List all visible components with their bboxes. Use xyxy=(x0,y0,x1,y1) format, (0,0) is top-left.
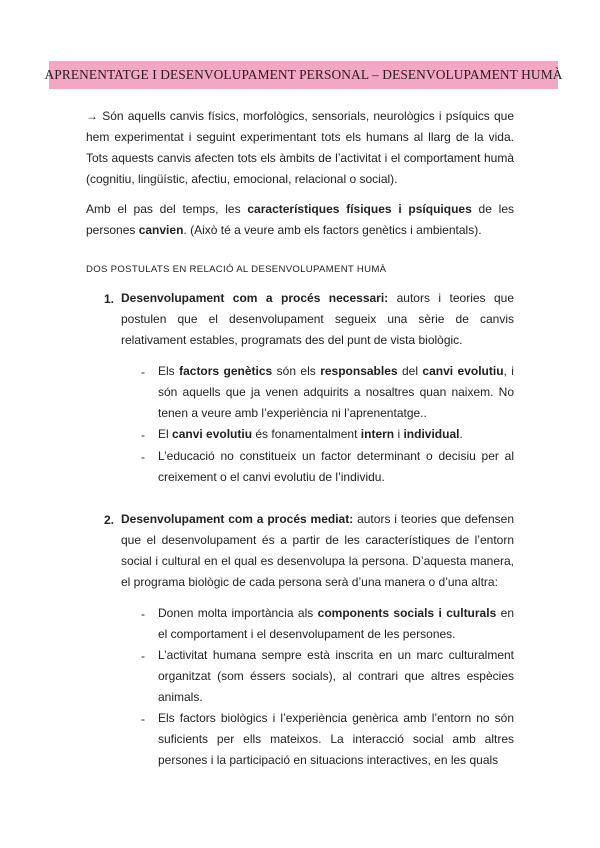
list-item: Donen molta importància als components socials i culturals en el comportament i el desenvolupament de les persones. xyxy=(158,606,514,641)
bullet-dash: - xyxy=(141,428,145,442)
postulat-2: Desenvolupament com a procés mediat: autors i teories que defensen que el desenvolupament és a partir de les característiques de l’entorn social i cultural en el qual es desenvolupa la persona. D’aquesta manera, el programa biològic de cada persona serà d’una manera o d’una altra: xyxy=(121,512,514,589)
bullet-dash: - xyxy=(141,365,145,379)
arrow-icon: → xyxy=(86,109,98,123)
list-item: Els factors biològics i l’experiència genèrica amb l’entorn no són suficients per ells mateixos. La interacció social amb altres persones i la participació en situacions interactives, en les quals xyxy=(158,711,514,767)
list-item: Els factors genètics són els responsables del canvi evolutiu, i són aquells que ja venen adquirits a nosaltres quan naixem. No tenen a veure amb l’experiència ni l’aprenentatge.. xyxy=(158,364,514,420)
bullet-dash: - xyxy=(141,450,145,464)
section-heading: DOS POSTULATS EN RELACIÓ AL DESENVOLUPAMENT HUMÀ xyxy=(86,264,387,275)
postulat-1: Desenvolupament com a procés necessari: autors i teories que postulen que el desenvolupament segueix una sèrie de canvis relativament estables, programats des del punt de vista biològic. xyxy=(121,291,514,347)
document-title: APRENENTATGE I DESENVOLUPAMENT PERSONAL – DESENVOLUPAMENT HUMÀ xyxy=(49,61,558,89)
list-number: 2. xyxy=(104,513,115,527)
bullet-dash: - xyxy=(141,649,145,663)
list-number: 1. xyxy=(104,292,115,306)
list-item: L’activitat humana sempre està inscrita en un marc culturalment organitzat (som éssers socials), al contrari que altres espècies animals. xyxy=(158,648,514,704)
bullet-dash: - xyxy=(141,607,145,621)
list-item: L’educació no constitueix un factor determinant o decisiu per al creixement o el canvi evolutiu de l’individu. xyxy=(158,449,514,484)
intro-paragraph: → Són aquells canvis físics, morfològics, sensorials, neurològics i psíquics que hem experimentat i seguint experimentant tots els humans al llarg de la vida. Tots aquests canvis afecten tots els àmbits de l’activitat i el comportament humà (cognitiu, lingüístic, afectiu, emocional, relacional o social). xyxy=(86,109,514,186)
change-paragraph: Amb el pas del temps, les característiques físiques i psíquiques de les persones canvien. (Això té a veure amb els factors genètics i ambientals). xyxy=(86,202,514,237)
list-item: El canvi evolutiu és fonamentalment intern i individual. xyxy=(158,427,463,441)
bullet-dash: - xyxy=(141,712,145,726)
